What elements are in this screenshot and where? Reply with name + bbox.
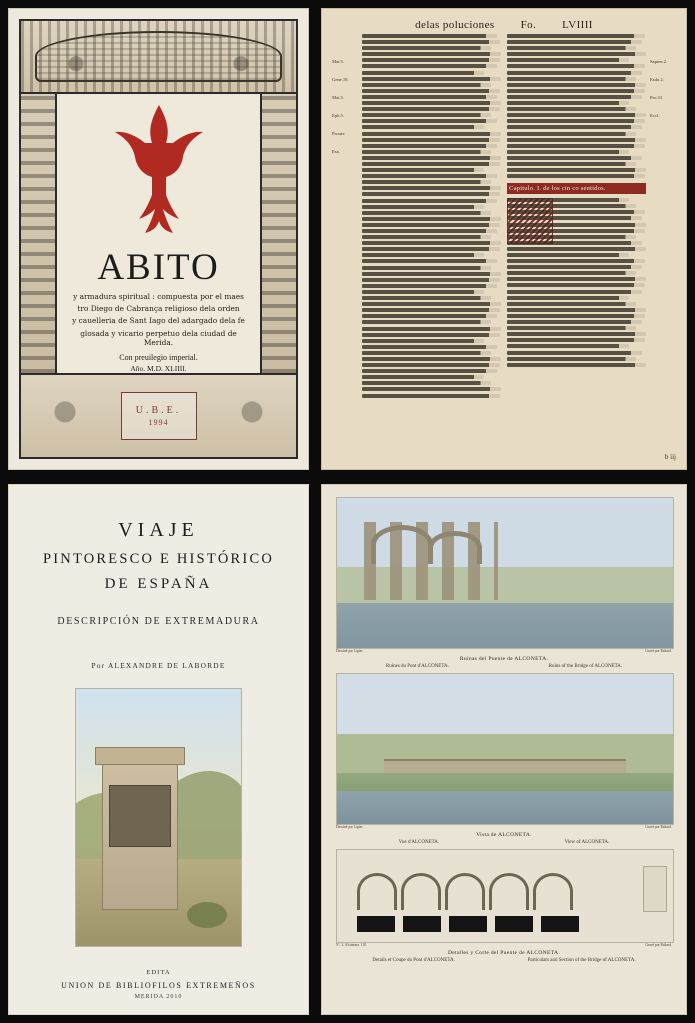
title-subtitle-line-4: glosada y vicario perpetuo dela ciudad de Merida. [80,328,237,348]
panel-abito-title [0,0,315,478]
left-margin-notes [332,34,358,451]
cross-of-santiago-icon [57,94,260,244]
title-center-column [57,94,260,373]
margin-note: Pro.31. [650,95,664,100]
edita-label: EDITA [146,969,171,976]
plate-number-label: N.º 2. Alcántara. 110. [336,943,367,947]
plate-caption-bilingual [336,664,672,669]
plate-caption-es: Vista de ALCONETA. [476,832,532,838]
title-subtitle-line-2: tro Diego de Cabrança religioso dela orden [77,304,240,313]
engraved-plates-page [321,484,687,1015]
plate-image-details [336,849,674,943]
publisher-name: UNION DE BIBLIOFILOS EXTREMEÑOS [61,981,256,990]
credit-left: Dessiné par Ligier. [336,649,364,653]
margin-note: Eph.5. [332,113,344,118]
plate-ruins-of-bridge [336,497,672,669]
margin-note: Esa. [332,149,340,154]
credit-right: Gravé par Baltard. [645,649,672,653]
plate-number [336,943,672,947]
margin-note: Eccl. [650,113,660,118]
text-column-right [507,34,646,451]
page-body [332,34,676,451]
plate-caption-es: Detalles y Corte del Puente de ALCONETA. [447,950,561,956]
arch-shape [371,525,433,564]
panel-viaje-title [0,478,315,1023]
gothic-printed-page [321,8,687,470]
woodcut-border-frame [19,19,298,459]
panel-engraved-plates [315,478,695,1023]
woodcut-right-ornament [260,94,296,373]
plate-caption-fr: Details et Coupe du Pont d'ALCONETA. [372,958,455,963]
year-line: Año. M.D. XLIIII. [130,363,187,373]
panel-gothic-page [315,0,695,478]
plate-caption-bilingual [336,958,672,963]
plate-image-ruins [336,497,674,649]
arch-shape [428,531,482,564]
river-water [337,603,673,648]
credit-right: Gravé par Baltard. [645,943,672,947]
section-blocks [357,916,599,932]
plate-monument [102,758,178,910]
quire-signature: b iij [664,453,676,461]
plate-caption-bilingual [336,840,672,845]
bridge-span [384,759,626,773]
folio-number: LVIIII [562,19,593,31]
woodcut-left-ornament [21,94,57,373]
library-stamp [121,392,197,440]
plate-image-view [336,673,674,825]
title-subtitle-line-1: y armadura spiritual : compuesta por el maes [73,291,244,301]
plate-foliage [187,902,227,928]
plate-caption-fr: Vue d'ALCONETA. [398,840,440,845]
stamp-letters: U.B.E. [135,404,182,416]
right-margin-notes [650,34,676,451]
privilege-line: Con preuilegio imperial. [119,352,198,362]
title-line-viaje: VIAJE [118,519,199,541]
plate-credits [336,649,672,653]
plate-view-of-alconeta [336,673,672,845]
margin-note: Gene.19. [332,77,349,82]
pier-section-detail [643,866,667,912]
margin-note: Mat.5. [332,95,344,100]
margin-note: Sapien.2. [650,59,668,64]
margin-note: Mat.5. [332,59,344,64]
woodcut-bottom-ornament [21,373,296,457]
woodcut-top-ornament [21,21,296,94]
plate-caption-es: Ruinas del Puente de ALCONETA. [459,656,549,662]
viaje-title-page [8,484,309,1015]
text-column-left [362,34,501,451]
title-subtitle-line-3: y cauelleria de Sant Iago del adargado dela fe [72,316,245,326]
plate-caption-en: Ruins of the Bridge of ALCONETA. [548,664,623,669]
credit-left: Dessiné par Ligier. [336,825,364,829]
place-and-year: MERIDA 2010 [134,994,183,1000]
margin-note: Prouer. [332,131,346,136]
text-columns [362,34,646,451]
plate-caption-en: Particulars and Section of the Bridge of ALCONETA. [527,958,636,963]
plate-caption-fr: Ruines du Pont d'ALCONETA. [385,664,449,669]
plate-caption-en: View of ALCONETA. [564,840,610,845]
page-title: ABITO [97,246,220,288]
woodcut-middle-row [21,94,296,373]
folio-label: Fo. [520,19,537,31]
title-line-espana: DE ESPAÑA [104,576,213,592]
credit-right: Gravé par Baltard. [645,825,672,829]
author-line: Por ALEXANDRE DE LABORDE [91,661,226,670]
subtitle-extremadura: DESCRIPCIÓN DE EXTREMADURA [57,616,260,627]
title-page-plate [75,688,242,947]
abito-title-page [8,8,309,470]
chapter-heading: Capitulo. I. de los cin co sentidos. [507,183,646,194]
running-head-title: delas poluciones [415,19,495,31]
running-head [332,19,676,31]
bridge-elevation-drawing [357,872,599,910]
margin-note: Esdo.2. [650,77,664,82]
stamp-year: 1994 [148,417,169,427]
river-water [337,791,673,824]
plate-details-and-section [336,849,672,963]
plate-credits [336,825,672,829]
title-line-pintoresco: PINTORESCO E HISTÓRICO [42,551,274,567]
